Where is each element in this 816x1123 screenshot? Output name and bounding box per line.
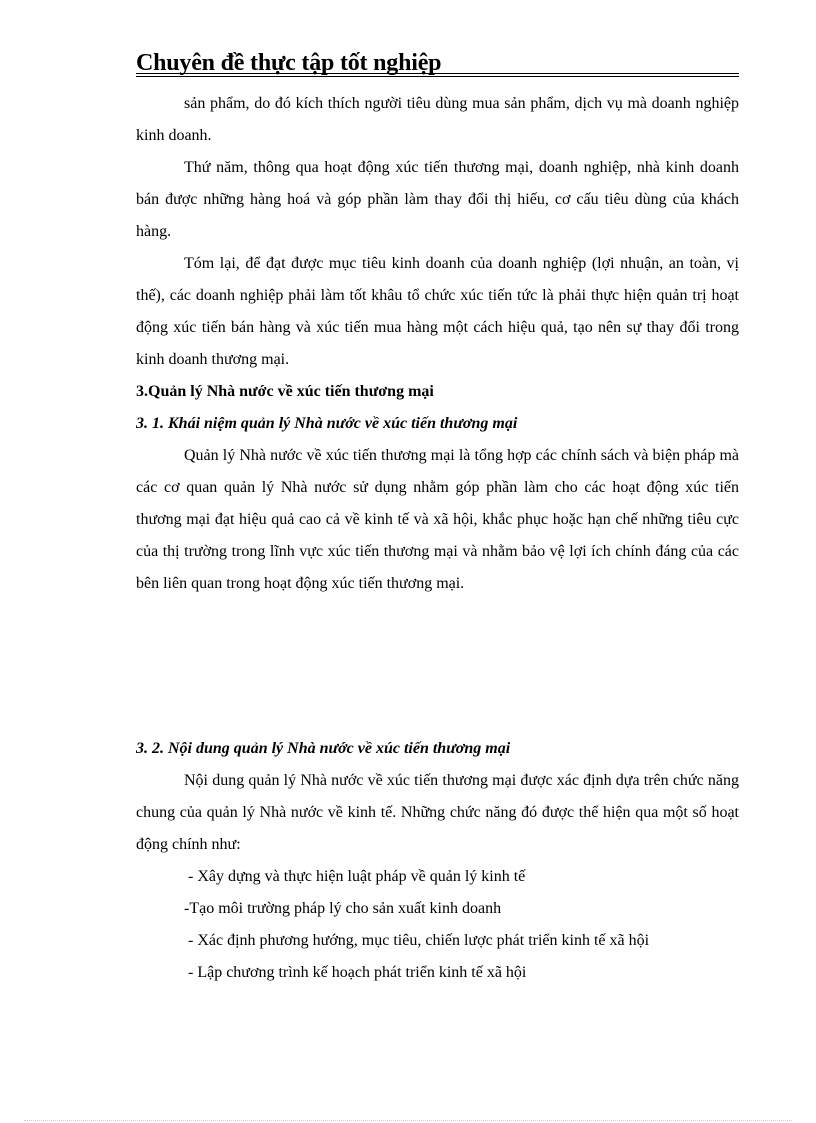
paragraph-khai-niem: Quản lý Nhà nước về xúc tiến thương mại là tổng hợp các chính sách và biện pháp mà các cơ quan quản lý Nhà nước sử dụng nhằm góp phần làm cho các hoạt động xúc tiến thương mại đạt hiệu quả cao cả về kinh tế và xã hội, khắc phục hoặc hạn chế những tiêu cực của thị trường trong lĩnh vực xúc tiến thương mại và nhằm bảo vệ lợi ích chính đáng của các bên liên quan trong hoạt động xúc tiến thương mại. — [136, 447, 739, 592]
list-item: - Xác định phương hướng, mục tiêu, chiến lược phát triển kinh tế xã hội — [188, 932, 650, 949]
header-rule-bottom — [136, 76, 739, 77]
section-intro — [136, 88, 739, 600]
paragraph-tom-lai: Tóm lại, để đạt được mục tiêu kinh doanh của doanh nghiệp (lợi nhuận, an toàn, vị thế), các doanh nghiệp phải làm tốt khâu tổ chức xúc tiến tức là phải thực hiện quản trị hoạt động xúc tiến bán hàng và xúc tiến mua hàng một cách hiệu quả, tạo nên sự thay đổi trong kinh doanh thương mại. — [136, 255, 739, 368]
section-noi-dung — [136, 733, 739, 989]
list-item: - Lập chương trình kế hoạch phát triển kinh tế xã hội — [188, 964, 527, 981]
list-item: - Xây dựng và thực hiện luật pháp về quản lý kinh tế — [188, 868, 526, 885]
header-rule-top — [136, 73, 739, 74]
list-item: -Tạo môi trường pháp lý cho sản xuất kinh doanh — [184, 900, 502, 917]
section-heading-3: 3.Quản lý Nhà nước về xúc tiến thương mại — [136, 383, 434, 400]
subsection-heading-3-1: 3. 1. Khái niệm quản lý Nhà nước về xúc tiến thương mại — [136, 415, 518, 432]
page-bottom-border — [24, 1120, 792, 1121]
page-header-title: Chuyên đề thực tập tốt nghiệp — [136, 50, 442, 76]
paragraph-noi-dung: Nội dung quản lý Nhà nước về xúc tiến thương mại được xác định dựa trên chức năng chung của quản lý Nhà nước về kinh tế. Những chức năng đó được thể hiện qua một số hoạt động chính như: — [136, 772, 739, 853]
paragraph-thu-nam: Thứ năm, thông qua hoạt động xúc tiến thương mại, doanh nghiệp, nhà kinh doanh bán được những hàng hoá và góp phần làm thay đổi thị hiếu, cơ cấu tiêu dùng của khách hàng. — [136, 159, 739, 240]
subsection-heading-3-2: 3. 2. Nội dung quản lý Nhà nước về xúc tiến thương mại — [136, 740, 511, 757]
paragraph-continued: sản phẩm, do đó kích thích người tiêu dùng mua sản phẩm, dịch vụ mà doanh nghiệp kinh doanh. — [136, 95, 739, 144]
